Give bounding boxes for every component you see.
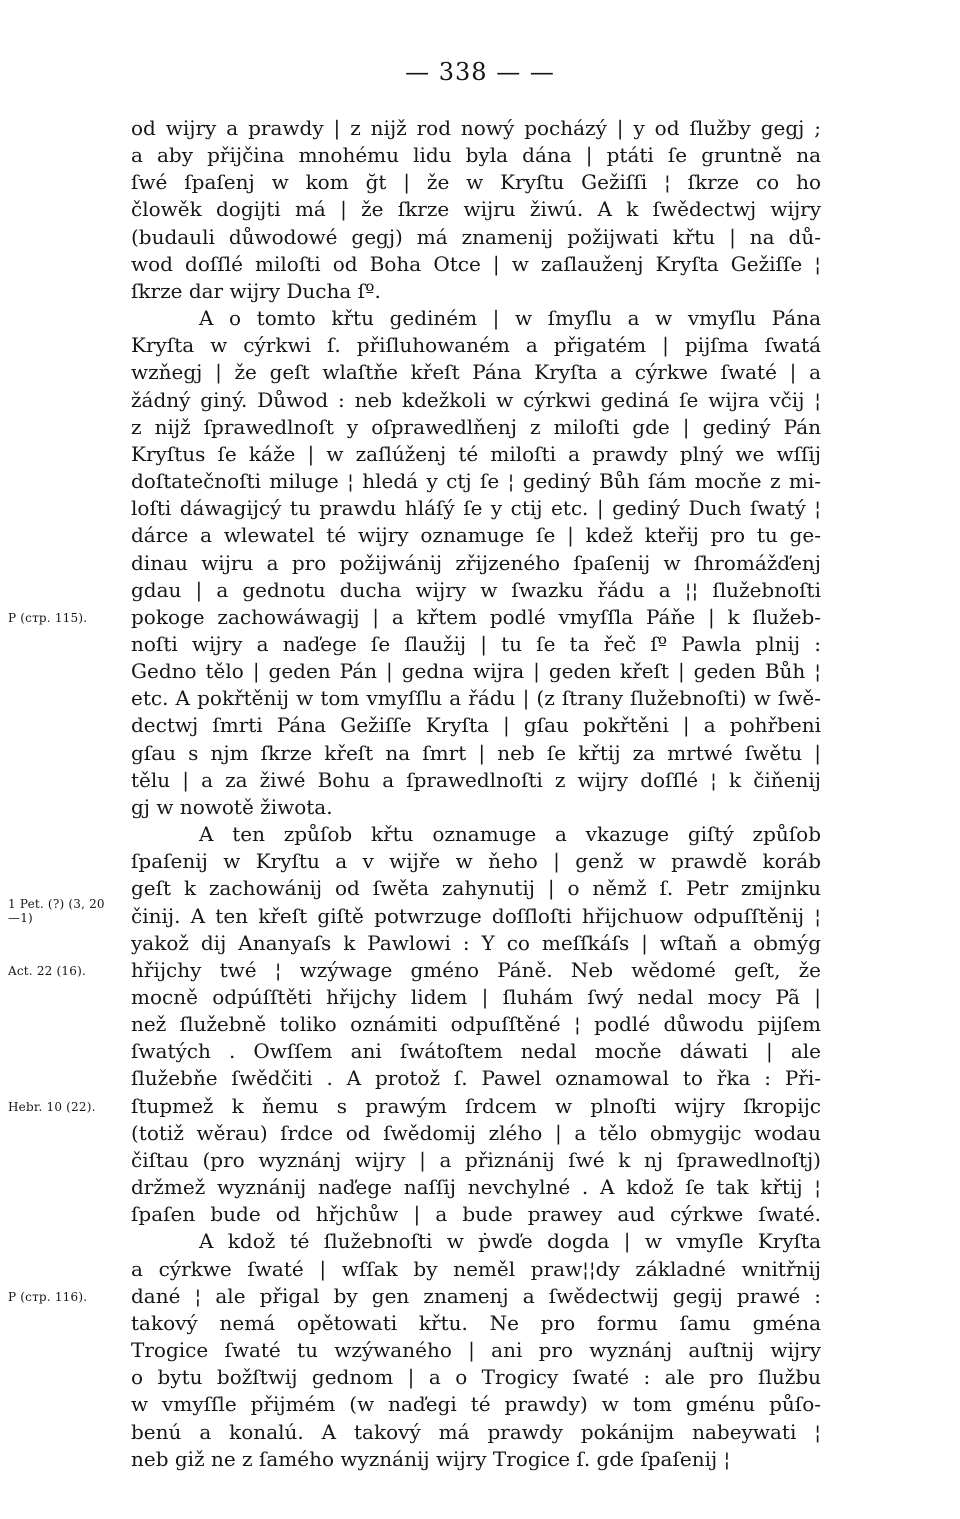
text-line: tělu | a za žiwé Bohu a ſprawedlnoſti z wijry doſſlé ¦ k čiňenij bbox=[131, 767, 821, 792]
text-line: ſlužebňe ſwědčiti . A protož ſ. Pawel oznamowal to řka : Při- bbox=[131, 1066, 821, 1091]
margin-note: P (стр. 115). bbox=[8, 611, 88, 626]
text-line: etc. A pokřtěnij w tom vmyſſlu a řádu | (z ſtrany ſlužebnoſti) w ſwě- bbox=[131, 686, 821, 711]
text-line: A o tomto křtu gediném | w ſmyſlu a w vmyſlu Pána bbox=[199, 306, 821, 331]
text-line: a aby přijčina mnohému lidu byla dána | ptáti ſe gruntně na bbox=[131, 143, 821, 168]
text-line: člowěk dogijti má | že ſkrze wijru žiwú. A k ſwědectwj wijry bbox=[131, 197, 821, 222]
text-line: ſtupmež k ňemu s prawým ſrdcem w plnoſti wijry ſkropijc bbox=[131, 1093, 821, 1118]
text-line: dectwj ſmrti Pána Gežiſſe Kryſta | gſau pokřtěni | a pohřbeni bbox=[131, 713, 821, 738]
margin-note: Act. 22 (16). bbox=[8, 964, 86, 979]
text-line: hřijchy twé ¦ wzýwage gméno Páně. Neb wědomé geſt, že bbox=[131, 957, 821, 982]
text-line: Trogice ſwaté tu wzýwaného | ani pro wyznánj auſtnij wijry bbox=[131, 1338, 821, 1363]
margin-note: Hebr. 10 (22). bbox=[8, 1100, 96, 1115]
text-line: A ten způſob křtu oznamuge a vkazuge giſtý způſob bbox=[199, 822, 821, 847]
text-line: z nijž ſprawedlnoſt y oſprawedlňenj z miloſti gde | gediný Pán bbox=[131, 414, 821, 439]
text-line: Gedno tělo | geden Pán | gedna wijra | geden křeſt | geden Bůh ¦ bbox=[131, 659, 821, 684]
text-line: ſwé ſpaſenj w kom ğt | že w Kryſtu Gežiſſi ¦ ſkrze co ho bbox=[131, 170, 821, 195]
text-line: gſau s njm ſkrze křeſt na ſmrt | neb ſe křtij za mrtwé ſwětu | bbox=[131, 740, 821, 765]
text-line: gdau | a gednotu ducha wijry w ſwazku řádu a ¦¦ ſlužebnoſti bbox=[131, 577, 821, 602]
text-line: žádný giný. Důwod : neb kdežkoli w cýrkwi gediná ſe wijra včij ¦ bbox=[131, 387, 821, 412]
text-line: a cýrkwe ſwaté | wſſak by neměl praw¦¦dy základné wnitřnij bbox=[131, 1256, 821, 1281]
text-line: pokoge zachowáwagij | a křtem podlé vmyſſla Páňe | k ſlužeb- bbox=[131, 604, 821, 629]
text-line: dárce a wlewatel té wijry oznamuge ſe | kdež kteřij pro tu ge- bbox=[131, 523, 821, 548]
text-line: mocně odpúſſtěti hřijchy lidem | ſluhám ſwý nedal mocy Pã | bbox=[131, 985, 821, 1009]
text-line: wzňegj | že geſt wlaſtňe křeſt Pána Kryſta a cýrkwe ſwaté | a bbox=[131, 360, 821, 385]
text-line: w vmyſſle přijmém (w naďegi té prawdy) w tom gménu půſo- bbox=[131, 1392, 821, 1417]
text-line: wod doſſlé miloſti od Boha Otce | w zaſlauženj Kryſta Gežiſſe ¦ bbox=[131, 251, 821, 276]
text-line: ſwatých . Owſſem ani ſwátoſtem nedal mocňe dáwati | ale bbox=[131, 1039, 821, 1064]
text-line: od wijry a prawdy | z nijž rod nowý pocházý | y od ſlužby gegj ; bbox=[131, 116, 821, 140]
text-line: noſti wijry a naďege ſe ſlaužij | tu ſe ta řeč ſº Pawla plnij : bbox=[131, 631, 821, 656]
margin-note: P (стр. 116). bbox=[8, 1290, 88, 1305]
text-line: neb giž ne z ſamého wyznánij wijry Trogice ſ. gde ſpaſenij ¦ bbox=[131, 1446, 731, 1471]
text-line: o bytu božſtwij gednom | a o Trogicy ſwaté : ale pro ſlužbu bbox=[131, 1365, 821, 1390]
text-line: ſpaſenij w Kryſtu a v wijře w ňeho | genž w prawdě koráb bbox=[131, 849, 821, 874]
text-line: dinau wijru a pro požijwánij zřijzeného ſpaſenij w ſhromážďenj bbox=[131, 550, 821, 575]
text-line: Kryſta w cýrkwi ſ. přiſluhowaném a přigatém | pijſma ſwatá bbox=[131, 333, 821, 358]
text-line: ſpaſen bude od hřjchůw | a bude prawey aud cýrkwe ſwaté. bbox=[131, 1202, 821, 1227]
text-line: doſtatečnoſti miluge ¦ hledá y ctj ſe ¦ gediný Bůh ſám mocňe z mi- bbox=[131, 469, 821, 494]
text-line: gj w nowotě žiwota. bbox=[131, 794, 333, 819]
text-line: loſti dáwagijcý tu prawdu hláſý ſe y ctij etc. | gediný Duch ſwatý ¦ bbox=[131, 496, 821, 521]
page-number: — 338 — — bbox=[405, 58, 555, 86]
text-line: takový nemá opětowati křtu. Ne pro formu ſamu gména bbox=[131, 1310, 821, 1335]
margin-note: 1 Pet. (?) (3, 20—1) bbox=[8, 896, 105, 925]
text-line: než ſlužebně toliko oznámiti odpuſſtěné ¦ podlé důwodu pijſem bbox=[131, 1012, 821, 1037]
text-line: čiſtau (pro wyznánj wijry | a přiznánij ſwé k nj ſprawedlnoſtj) bbox=[131, 1147, 821, 1172]
text-line: (totiž wěrau) ſrdce od ſwědomij zlého | a tělo obmygijc wodau bbox=[131, 1120, 821, 1145]
text-line: Kryſtus ſe káže | w zaſlúženj té miloſti a prawdy plný we wſſij bbox=[131, 441, 821, 466]
text-line: (budauli důwodowé gegj) má znamenij požijwati křtu | na dů- bbox=[131, 224, 821, 249]
text-line: ſkrze dar wijry Ducha ſº. bbox=[131, 278, 381, 303]
text-line: yakož dij Ananyaſs k Pawlowi : Y co meſſkáſs | wſtaň a obmýg bbox=[131, 930, 821, 955]
text-line: držmež wyznánij naďege naſſij nevchylné . A kdož ſe tak křtij ¦ bbox=[131, 1175, 821, 1200]
body-text bbox=[131, 115, 821, 1473]
text-line: A kdož té ſlužebnoſti w ṗwďe dogda | w vmyſle Kryſta bbox=[199, 1229, 821, 1254]
text-line: dané ¦ ale přigal by gen znamenj a ſwědectwij gegij prawé : bbox=[131, 1283, 821, 1308]
text-line: geſt k zachowánij od ſwěta zahynutij | o němž ſ. Petr zmijnku bbox=[131, 876, 821, 901]
text-line: benú a konalú. A takový má prawdy pokánijm nabeywati ¦ bbox=[131, 1419, 821, 1444]
text-line: činij. A ten křeſt giſtě potwrzuge doſſloſti hřijchuow odpuſſtěnij ¦ bbox=[131, 903, 821, 928]
